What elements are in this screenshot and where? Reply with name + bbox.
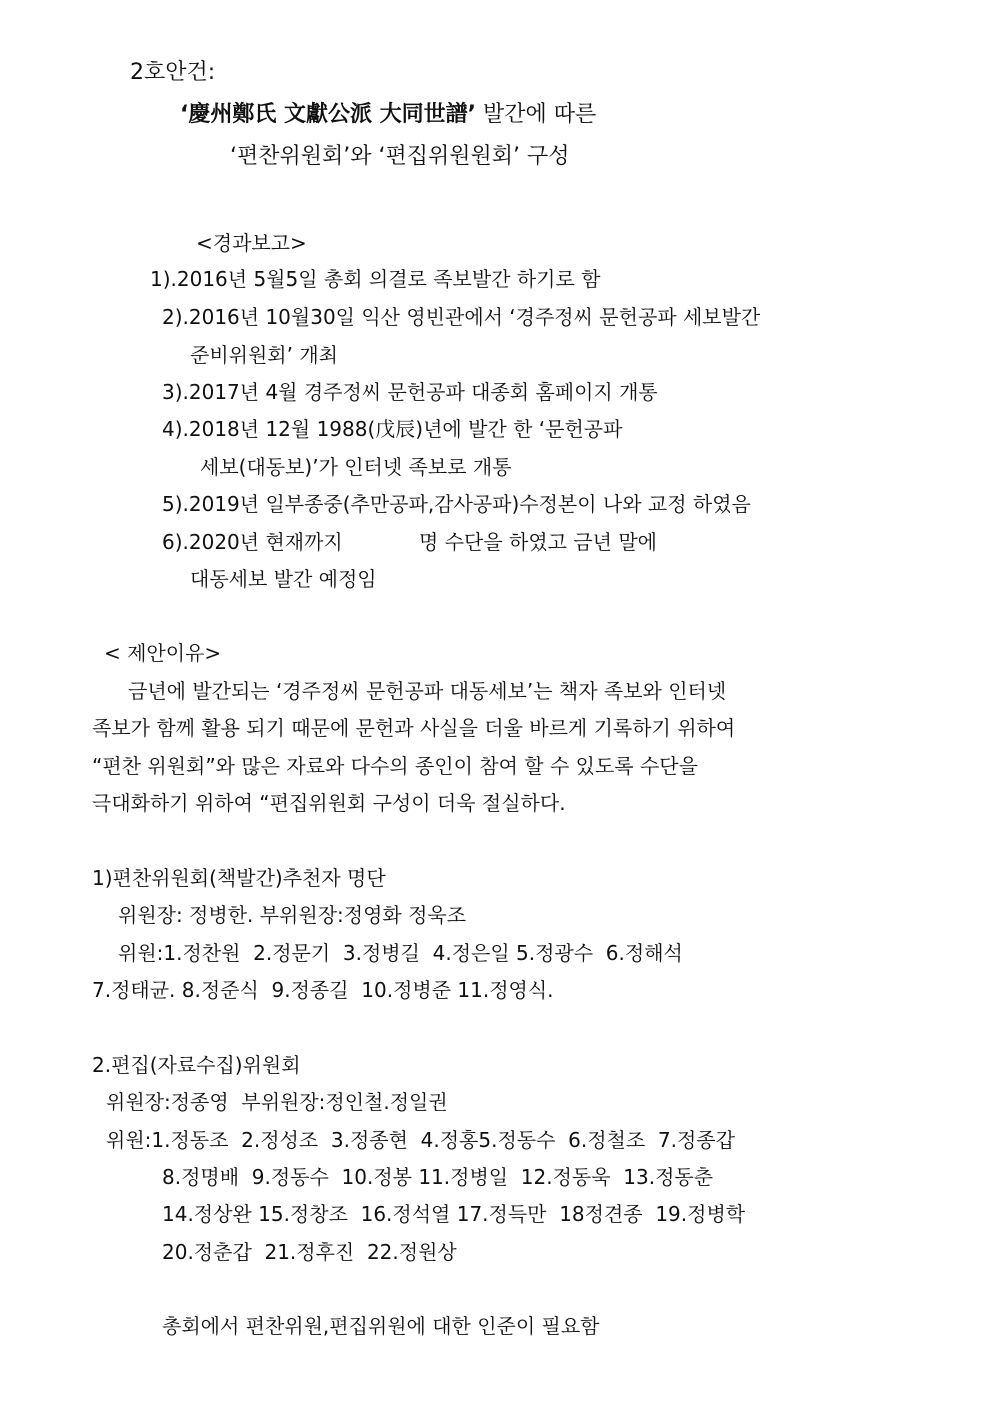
committee2-line: 14.정상완 15.정창조 16.정석열 17.정득만 18정견종 19.정병학: [162, 1202, 746, 1226]
progress-item: 준비위원회’ 개최: [190, 343, 338, 367]
progress-item: 3).2017년 4월 경주정씨 문헌공파 대종회 홈페이지 개통: [162, 380, 658, 404]
progress-heading: <경과보고>: [196, 231, 307, 255]
committee1-line: 위원:1.정찬원 2.정문기 3.정병길 4.정은일 5.정광수 6.정해석: [118, 941, 683, 965]
title-rest: 발간에 따른: [476, 102, 597, 127]
progress-item: 2).2016년 10월30일 익산 영빈관에서 ‘경주정씨 문헌공파 세보발간: [162, 305, 761, 329]
committee1-line: 위원장: 정병한. 부위원장:정영화 정욱조: [118, 903, 467, 927]
progress-item: 4).2018년 12월 1988(戊辰)년에 발간 한 ‘문헌공파: [162, 417, 623, 441]
reason-line: 금년에 발간되는 ‘경주정씨 문헌공파 대동세보’는 책자 족보와 인터넷: [128, 679, 727, 703]
agenda-title-line1: [180, 100, 596, 130]
title-hanja: ‘慶州鄭氏 文獻公派 大同世譜’: [180, 102, 477, 127]
progress-item: 6).2020년 현재까지 명 수단을 하였고 금년 말에: [162, 530, 657, 554]
reason-line: 족보가 함께 활용 되기 때문에 문헌과 사실을 더울 바르게 기록하기 위하여: [92, 716, 736, 740]
agenda-number: 2호안건:: [130, 60, 216, 85]
committee1-line: 7.정태균. 8.정준식 9.정종길 10.정병준 11.정영식.: [92, 978, 554, 1002]
progress-item: 1).2016년 5월5일 총회 의결로 족보발간 하기로 함: [150, 267, 601, 291]
reason-heading: < 제안이유>: [104, 641, 222, 665]
reason-line: “편찬 위원회”와 많은 자료와 다수의 종인이 참여 할 수 있도록 수단을: [92, 754, 698, 778]
conclusion: 총회에서 편찬위원,편집위원에 대한 인준이 필요함: [162, 1314, 600, 1338]
agenda-title-line2: ‘편찬위원회’와 ‘편집위원원회’ 구성: [230, 144, 570, 169]
committee2-line: 8.정명배 9.정동수 10.정봉 11.정병일 12.정동욱 13.정동춘: [162, 1165, 714, 1189]
committee2-line: 위원:1.정동조 2.정성조 3.정종현 4.정홍5.정동수 6.정철조 7.정종갑: [106, 1128, 735, 1152]
progress-item: 대동세보 발간 예정임: [190, 567, 377, 591]
committee1-heading: 1)편찬위원회(책발간)추천자 명단: [92, 866, 386, 890]
progress-item: 세보(대동보)’가 인터넷 족보로 개통: [200, 455, 512, 479]
committee2-heading: 2.편집(자료수집)위원회: [92, 1053, 301, 1077]
progress-item: 5).2019년 일부종중(추만공파,감사공파)수정본이 나와 교정 하였음: [162, 492, 751, 516]
committee2-line: 20.정춘갑 21.정후진 22.정원상: [162, 1240, 457, 1264]
reason-line: 극대화하기 위하여 “편집위원회 구성이 더욱 절실하다.: [92, 791, 566, 815]
committee2-line: 위원장:정종영 부위원장:정인철.정일권: [106, 1090, 448, 1114]
